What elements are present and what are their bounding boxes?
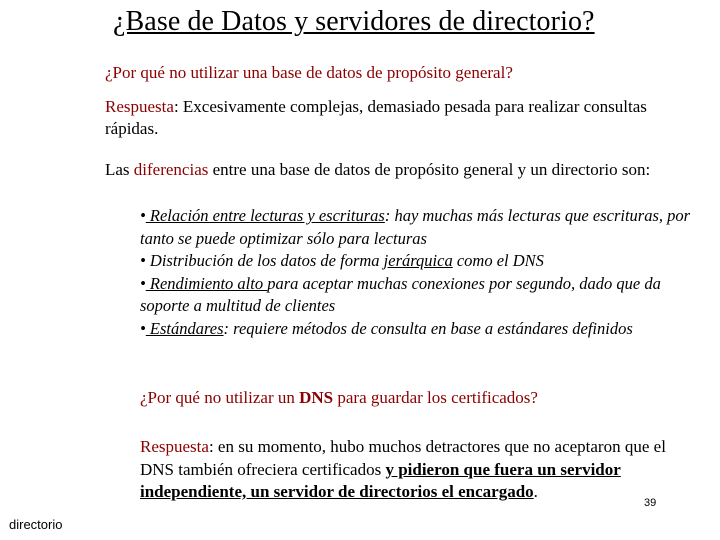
footer-label: directorio xyxy=(9,517,63,532)
bullet-term: jerárquica xyxy=(383,251,453,270)
answer-dns xyxy=(140,436,700,504)
bullet-term: Estándares xyxy=(145,318,224,338)
bullet-icon: • xyxy=(140,251,146,270)
bullet-icon: • xyxy=(140,318,146,338)
question-dns-after: para guardar los certificados? xyxy=(333,388,538,407)
bullet-icon: • xyxy=(140,206,146,225)
bullet-text-before: Distribución de los datos de forma xyxy=(145,251,384,270)
differences-prefix: Las xyxy=(105,160,134,179)
differences-list xyxy=(140,205,700,340)
answer-text: : en su momento, hubo muchos detractores que no aceptaron que el DNS también ofreciera certificados xyxy=(140,437,666,479)
list-item xyxy=(140,318,700,341)
answer-text: : Excesivamente complejas, demasiado pesada para realizar consultas rápidas. xyxy=(105,97,647,138)
question-general-database: ¿Por qué no utilizar una base de datos de propósito general? xyxy=(105,63,513,82)
page-number: 39 xyxy=(644,497,657,509)
list-item xyxy=(140,205,700,250)
answer-emphasis: y pidieron que fuera un servidor independiente, un servidor de directorios el encargado xyxy=(140,459,621,501)
bullet-text: como el DNS xyxy=(452,251,544,270)
question-dns-before: ¿Por qué no utilizar un xyxy=(140,388,300,407)
list-item xyxy=(140,273,700,318)
answer-general-database xyxy=(105,96,695,140)
answer-label: Respuesta xyxy=(140,437,209,456)
list-item xyxy=(140,250,700,273)
bullet-text: para aceptar muchas conexiones por segundo, dado que da soporte a multitud de clientes xyxy=(140,273,661,315)
bullet-term: Relación entre lecturas y escrituras xyxy=(145,206,385,225)
bullet-term: Rendimiento alto xyxy=(145,273,268,293)
differences-suffix: entre una base de datos de propósito general y un directorio son: xyxy=(208,160,651,179)
bullet-text: : requiere métodos de consulta en base a estándares definidos xyxy=(223,318,633,338)
question-dns-bold: DNS xyxy=(299,388,334,407)
answer-end: . xyxy=(533,482,538,501)
question-dns xyxy=(140,388,538,408)
differences-intro xyxy=(105,159,695,181)
slide-title: ¿Base de Datos y servidores de directorio? xyxy=(113,6,595,37)
differences-highlight: diferencias xyxy=(133,160,209,179)
bullet-icon: • xyxy=(140,273,146,293)
answer-label: Respuesta xyxy=(105,97,174,116)
bullet-text: : hay muchas más lecturas que escrituras, por tanto se puede optimizar sólo para lecturas xyxy=(140,206,691,248)
